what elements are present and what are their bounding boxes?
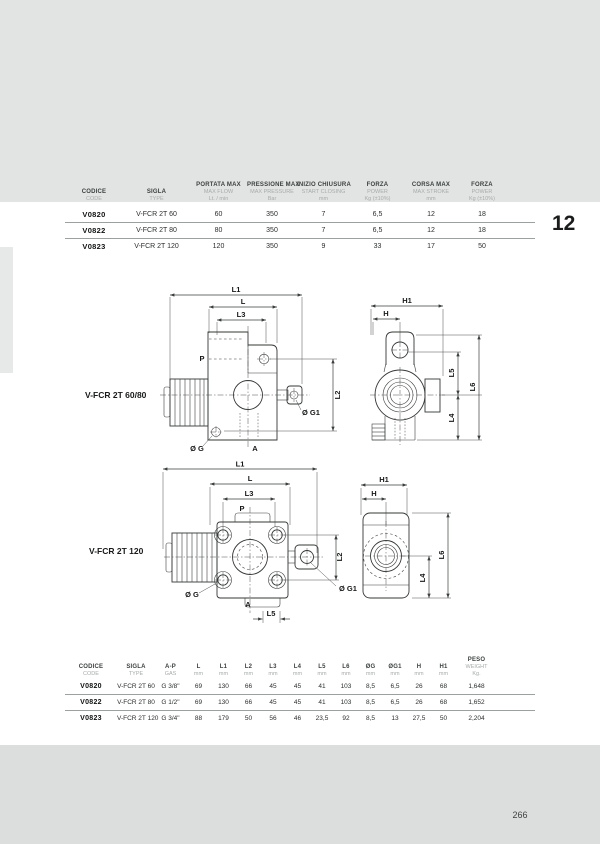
cell: 68 <box>439 699 448 706</box>
table-row <box>65 207 535 223</box>
header-og: ØG mm <box>365 663 376 677</box>
cell: 69 <box>194 699 203 706</box>
dim-label: Ø G1 <box>339 584 357 593</box>
cell: 12 <box>427 211 435 218</box>
header-forza-1: FORZA POWER Kg (±10%) <box>364 182 391 202</box>
cell: V0820 <box>80 683 102 690</box>
cell: 6,5 <box>372 227 383 234</box>
cell: 9 <box>321 243 326 250</box>
header-l5: L5 mm <box>317 663 327 677</box>
cell: 17 <box>427 243 435 250</box>
cell: 6,5 <box>372 211 383 218</box>
header-codice: CODICE CODE <box>81 188 107 202</box>
table-row <box>65 679 535 695</box>
cell: 45 <box>293 683 302 690</box>
cell: 56 <box>269 715 277 722</box>
dim-label: L4 <box>418 573 427 583</box>
dim-label: L3 <box>236 310 246 319</box>
dim-label: Ø G <box>190 444 204 453</box>
spec-table <box>65 176 535 254</box>
technical-drawing-vfcr-2t-120 <box>150 459 510 628</box>
cell: 66 <box>244 683 253 690</box>
cell: V0822 <box>80 699 102 706</box>
cell: G 1/2" <box>161 699 180 706</box>
page-edge-strip <box>0 247 13 373</box>
table-row <box>65 223 535 239</box>
cell: 12 <box>427 227 435 234</box>
top-gray-band <box>0 0 600 202</box>
dim-label: Ø G <box>185 590 199 599</box>
dim-label: L6 <box>468 382 477 392</box>
cell: 88 <box>194 715 203 722</box>
cell: 50 <box>244 715 253 722</box>
cell: 45 <box>293 699 302 706</box>
table-row <box>65 239 535 254</box>
cell: 92 <box>342 715 350 722</box>
cell: 130 <box>218 699 229 706</box>
header-sigla: SIGLA TYPE <box>146 188 167 202</box>
dim-label: L5 <box>447 368 456 378</box>
dim-label: A <box>252 444 258 453</box>
header-l3: L3 mm <box>268 663 278 677</box>
cell: G 3/8" <box>161 683 180 690</box>
technical-drawing-vfcr-2t-6080 <box>150 283 510 468</box>
cell: 26 <box>415 683 423 690</box>
dimension-table <box>65 645 535 726</box>
drawing-title-vfcr-2t-6080: V-FCR 2T 60/80 <box>85 390 147 400</box>
dim-label: L2 <box>335 552 344 562</box>
header-h: H mm <box>414 663 424 677</box>
cell: V0820 <box>82 210 106 219</box>
dim-label: H <box>383 309 389 318</box>
cell: V0822 <box>82 226 106 235</box>
cell: 1,652 <box>468 699 485 706</box>
cell: G 3/4" <box>161 715 180 722</box>
header-sigla: SIGLA TYPE <box>126 663 146 677</box>
header-peso: PESO WEIGHT Kg. <box>465 657 488 677</box>
cell: V-FCR 2T 120 <box>134 243 179 250</box>
dim-label: Ø G1 <box>302 408 320 417</box>
header-l2: L2 mm <box>243 663 254 677</box>
cell: 2,204 <box>468 715 485 722</box>
dim-label: L4 <box>447 413 456 423</box>
dim-label: L5 <box>266 609 276 618</box>
cell: 130 <box>218 683 229 690</box>
table-row <box>65 711 535 726</box>
cell: V-FCR 2T 60 <box>136 211 177 218</box>
dim-label: L <box>240 297 246 306</box>
cell: 33 <box>373 243 382 250</box>
cell: 23,5 <box>315 715 329 722</box>
cell: 103 <box>340 683 352 690</box>
cell: V-FCR 2T 80 <box>117 699 155 706</box>
cell: V-FCR 2T 60 <box>117 683 155 690</box>
cell: 7 <box>321 227 326 234</box>
dim-label: L2 <box>333 390 342 400</box>
cell: 18 <box>478 227 486 234</box>
cell: 1,648 <box>468 683 485 690</box>
cell: 66 <box>244 699 253 706</box>
cell: 60 <box>214 211 223 218</box>
header-h1: H1 mm <box>438 663 449 677</box>
cell: 18 <box>478 211 486 218</box>
chapter-number: 12 <box>552 212 576 235</box>
cell: V-FCR 2T 120 <box>117 715 159 722</box>
cell: 120 <box>212 243 225 250</box>
drawing-title-vfcr-2t-120: V-FCR 2T 120 <box>89 546 144 556</box>
dim-label: H1 <box>402 296 412 305</box>
cell: V0823 <box>82 242 106 251</box>
cell: 50 <box>439 715 448 722</box>
dim-label: L <box>247 474 253 483</box>
cell: 8,5 <box>365 715 376 722</box>
cell: 13 <box>391 715 399 722</box>
dim-label: P <box>199 354 205 363</box>
cell: 350 <box>266 211 278 218</box>
cell: 26 <box>415 699 423 706</box>
header-l6: L6 mm <box>341 663 351 677</box>
dim-label: P <box>239 504 245 513</box>
cell: V-FCR 2T 80 <box>136 227 177 234</box>
dim-label: L3 <box>244 489 254 498</box>
header-corsa-max: CORSA MAX MAX STROKE mm <box>411 182 451 202</box>
header-codice: CODICE CODE <box>78 663 104 677</box>
dim-label: A <box>245 600 251 609</box>
header-forza-2: FORZA POWER Kg (±10%) <box>469 182 495 202</box>
header-l: L mm <box>193 663 204 677</box>
cell: 45 <box>269 699 277 706</box>
cell: 50 <box>478 243 486 250</box>
spec-table-header <box>65 176 535 202</box>
cell: 8,5 <box>365 699 376 706</box>
cell: 350 <box>266 227 278 234</box>
header-ap-gas: A-P GAS <box>164 663 177 677</box>
cell: V0823 <box>80 715 102 722</box>
header-l1: L1 mm <box>218 663 229 677</box>
cell: 6,5 <box>390 683 400 690</box>
dim-label: H <box>371 489 377 498</box>
cell: 179 <box>218 715 229 722</box>
cell: 350 <box>266 243 278 250</box>
cell: 46 <box>293 715 302 722</box>
header-inizio-chiusura: INIZIO CHIUSURA START CLOSING mm <box>297 182 351 202</box>
table-row <box>65 695 535 711</box>
dim-label: H1 <box>379 475 389 484</box>
cell: 41 <box>318 699 326 706</box>
cell: 69 <box>194 683 203 690</box>
header-portata-max: PORTATA MAX MAX FLOW Lt. / min <box>196 182 241 202</box>
cell: 8,5 <box>365 683 376 690</box>
dim-label: L1 <box>235 459 245 469</box>
cell: 41 <box>318 683 326 690</box>
header-og1: ØG1 mm <box>388 663 402 677</box>
cell: 80 <box>214 227 223 234</box>
page-number: 266 <box>512 810 528 820</box>
cell: 68 <box>439 683 448 690</box>
header-l4: L4 mm <box>292 663 303 677</box>
header-pressione-max: PRESSIONE MAX MAX PRESSURE Bar <box>247 182 300 202</box>
cell: 103 <box>340 699 352 706</box>
cell: 6,5 <box>390 699 400 706</box>
cell: 7 <box>321 211 326 218</box>
dim-label: L1 <box>231 285 241 294</box>
cell: 27,5 <box>412 715 426 722</box>
dim-label: L6 <box>437 550 446 560</box>
cell: 45 <box>269 683 277 690</box>
dimension-table-header <box>65 645 535 677</box>
